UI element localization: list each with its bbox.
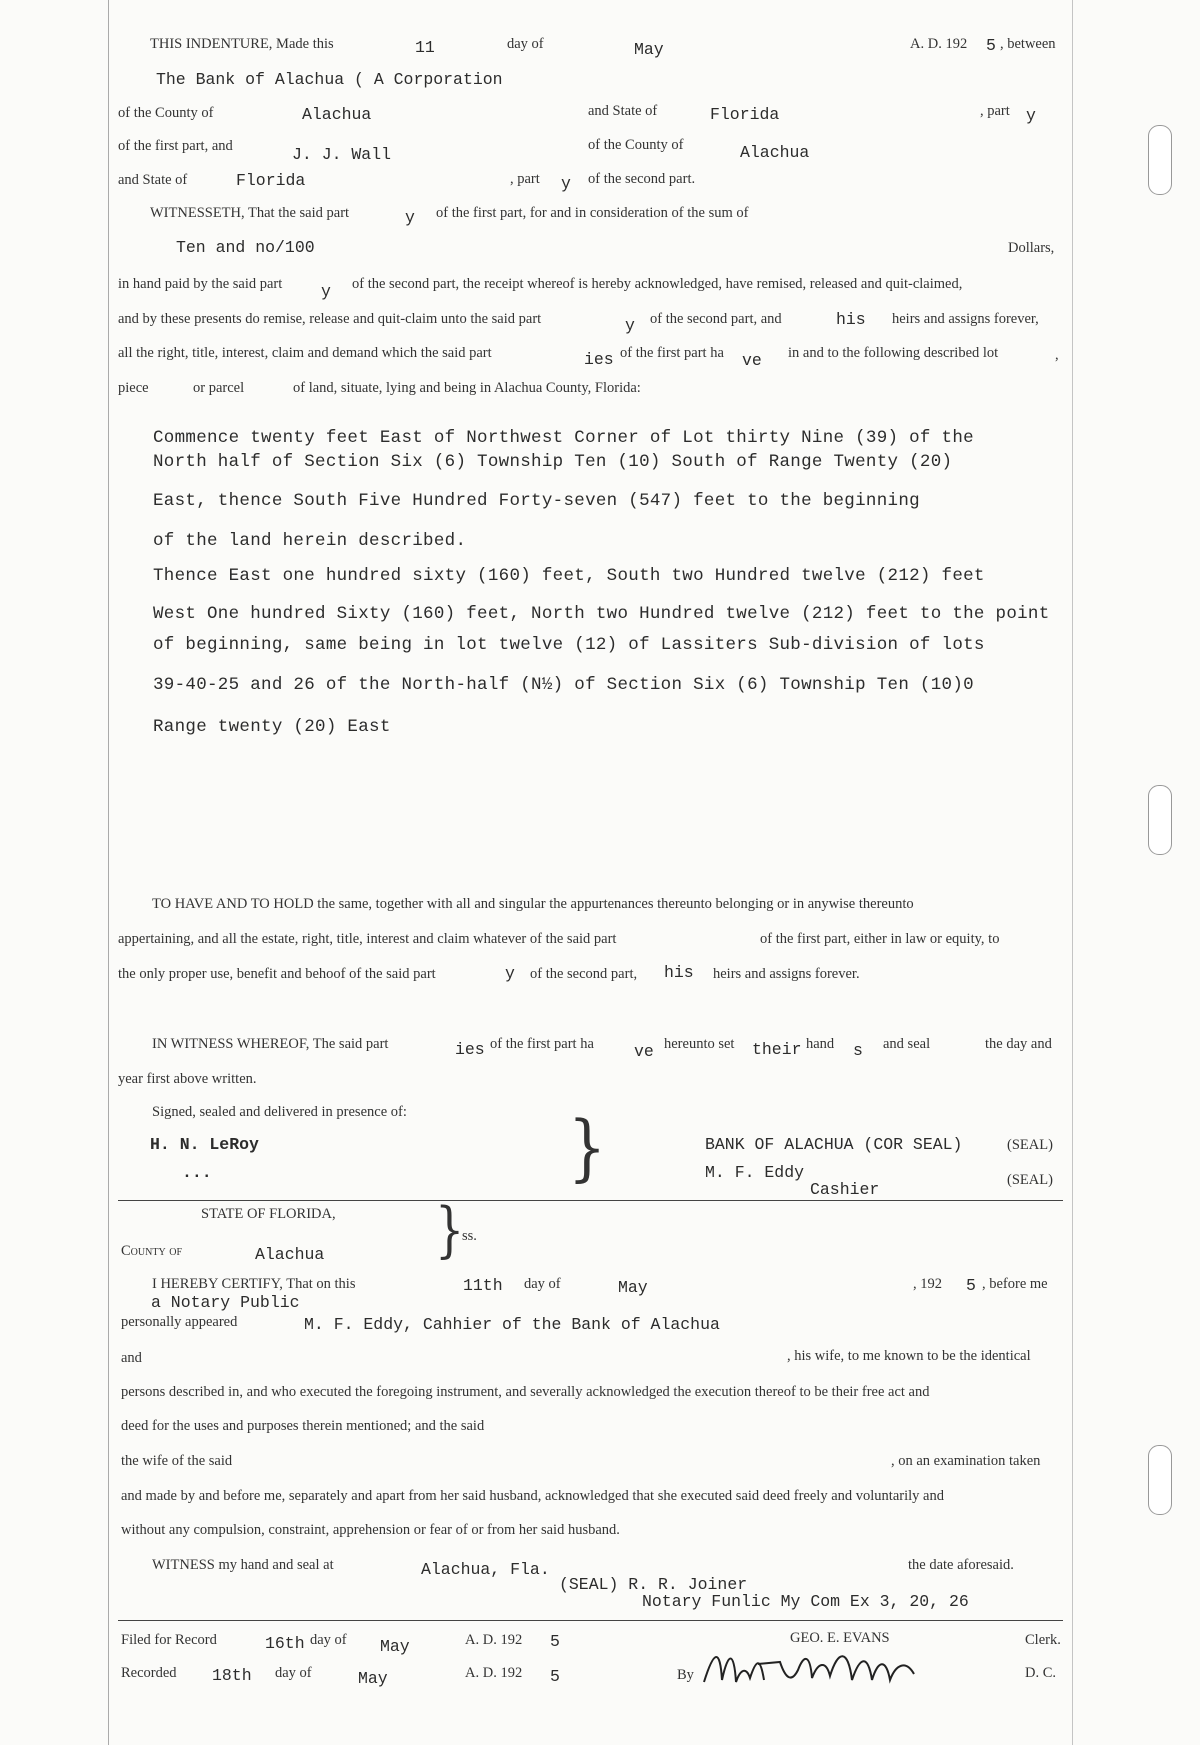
recorded-label: Recorded (121, 1665, 177, 1681)
witnesseth-text: WITNESSETH, That the said part (150, 205, 350, 221)
indenture-label: THIS INDENTURE, Made this (150, 36, 334, 52)
officer-signature: M. F. Eddy (705, 1163, 805, 1182)
witness-their: their (752, 1040, 802, 1059)
dc-label: D. C. (1025, 1665, 1057, 1681)
party-label: , part (980, 103, 1010, 119)
ack-day-of: day of (524, 1276, 561, 1292)
recorded-year: 5 (550, 1667, 560, 1686)
habendum-line-1: TO HAVE AND TO HOLD the same, together with all and singular the appurtenances thereunto belonging or in anywise thereunto (152, 896, 914, 912)
witnesseth-y: y (405, 208, 415, 227)
exam-text: , on an examination taken (891, 1453, 1041, 1469)
ack-day: 11th (463, 1276, 503, 1295)
left-margin-line (108, 0, 109, 1745)
right-margin-line (1072, 0, 1073, 1745)
seal-label-2: (SEAL) (1007, 1172, 1053, 1188)
habendum-line-2a: appertaining, and all the estate, right, title, interest and claim whatever of the said part (118, 931, 617, 947)
party-y-1: y (1026, 106, 1036, 125)
signed-sealed-label: Signed, sealed and delivered in presence of: (152, 1104, 407, 1120)
second-part-label: of the second part. (588, 171, 696, 187)
presents-y: y (625, 316, 635, 335)
witness-ve: ve (634, 1042, 654, 1061)
party-y-2: y (561, 174, 571, 193)
binder-hole-3 (1148, 1445, 1172, 1515)
recorded-ad: A. D. 192 (465, 1665, 523, 1681)
indenture-day-of: day of (507, 36, 544, 52)
indenture-month: May (634, 40, 664, 59)
persons-text: persons described in, and who executed the foregoing instrument, and severally acknowledged the execution thereof to be their free act and (121, 1384, 930, 1400)
witness-hand-text: WITNESS my hand and seal at (152, 1557, 334, 1573)
witness-s: s (853, 1041, 863, 1060)
grantee-state: Florida (236, 171, 306, 190)
seal-label-1: (SEAL) (1007, 1137, 1053, 1153)
right-text-a: all the right, title, interest, claim and demand which the said part (118, 345, 492, 361)
ss-label: ss. (462, 1228, 477, 1244)
ack-year-label: , 192 (913, 1276, 942, 1292)
habendum-line-3c: heirs and assigns forever. (713, 966, 860, 982)
filed-year: 5 (550, 1632, 560, 1651)
ack-year: 5 (966, 1276, 976, 1295)
clerk-name: GEO. E. EVANS (790, 1630, 890, 1646)
description-line: Thence East one hundred sixty (160) feet, South two Hundred twelve (212) feet (153, 566, 985, 586)
dollars-label: Dollars, (1008, 240, 1055, 256)
presents-his: his (836, 310, 866, 329)
witness-day: the day and (985, 1036, 1052, 1052)
party2-label: , part (510, 171, 540, 187)
recorded-day: 18th (212, 1666, 252, 1685)
filed-ad: A. D. 192 (465, 1632, 523, 1648)
section-divider-2 (118, 1620, 1063, 1621)
habendum-line-2b: of the first part, either in law or equity, to (760, 931, 1000, 947)
paid-text-b: of the second part, the receipt whereof is hereby acknowledged, have remised, released and quit-claimed, (352, 276, 963, 292)
certify-text: I HEREBY CERTIFY, That on this (152, 1276, 356, 1292)
description-line: 39-40-25 and 26 of the North-half (N½) of Section Six (6) Township Ten (10)0 (153, 675, 974, 695)
filed-day-of: day of (310, 1632, 347, 1648)
and-label: and (121, 1350, 142, 1366)
or-parcel-label: or parcel (193, 380, 245, 396)
right-ve: ve (742, 351, 762, 370)
piece-label: piece (118, 380, 149, 396)
paid-y: y (321, 282, 331, 301)
description-line: Range twenty (20) East (153, 717, 391, 737)
clerk-label: Clerk. (1025, 1632, 1061, 1648)
ack-month: May (618, 1278, 648, 1297)
binder-hole-1 (1148, 125, 1172, 195)
notary-officer: a Notary Public (151, 1293, 300, 1312)
presents-text-c: heirs and assigns forever, (892, 311, 1039, 327)
indenture-day: 11 (415, 38, 435, 57)
witness-seal: and seal (883, 1036, 931, 1052)
county-brace: } (435, 1193, 465, 1265)
county-label: County of (121, 1243, 183, 1259)
habendum-his: his (664, 963, 694, 982)
before-me: , before me (982, 1276, 1048, 1292)
section-divider-1 (118, 1200, 1063, 1201)
without-text: without any compulsion, constraint, apprehension or fear of or from her said husband. (121, 1522, 620, 1538)
witness-line-1a: IN WITNESS WHEREOF, The said part (152, 1036, 389, 1052)
filed-month: May (380, 1637, 410, 1656)
first-part-label: of the first part, and (118, 138, 233, 154)
filed-day: 16th (265, 1634, 305, 1653)
state-heading: STATE OF FLORIDA, (201, 1206, 336, 1222)
signature-brace: } (568, 1106, 607, 1190)
state-of-label: and State of (588, 103, 658, 119)
grantee-county-label: of the County of (588, 137, 684, 153)
made-by-text: and made by and before me, separately and apart from her said husband, acknowledged that she executed said deed freely and voluntarily and (121, 1488, 944, 1504)
ack-county: Alachua (255, 1245, 325, 1264)
description-line: of beginning, same being in lot twelve (12) of Lassiters Sub-division of lots (153, 635, 985, 655)
filed-label: Filed for Record (121, 1632, 217, 1648)
grantee-county: Alachua (740, 143, 810, 162)
description-line: North half of Section Six (6) Township Ten (10) South of Range Twenty (20) (153, 452, 953, 472)
habendum-y: y (505, 964, 515, 983)
grantor-signature: BANK OF ALACHUA (COR SEAL) (705, 1135, 963, 1154)
his-wife-text: , his wife, to me known to be the identical (787, 1348, 1031, 1364)
grantee-name: J. J. Wall (292, 145, 392, 164)
right-ies: ies (584, 350, 614, 369)
county-of-label: of the County of (118, 105, 214, 121)
grantor-state: Florida (710, 105, 780, 124)
personally-label: personally appeared (121, 1314, 238, 1330)
consideration-sum: Ten and no/100 (176, 238, 315, 257)
witness-line-1b: of the first part ha (490, 1036, 594, 1052)
land-text: of land, situate, lying and being in Alachua County, Florida: (293, 380, 641, 396)
right-text-c: in and to the following described lot (788, 345, 999, 361)
right-comma: , (1055, 347, 1059, 363)
indenture-year: 5 (986, 36, 996, 55)
grantor-county: Alachua (302, 105, 372, 124)
deed-text: deed for the uses and purposes therein mentioned; and the said (121, 1418, 485, 1434)
deputy-clerk-signature (700, 1640, 930, 1696)
witness-signature-1: H. N. LeRoy (150, 1135, 259, 1154)
indenture-ad: A. D. 192 (910, 36, 968, 52)
and-state-label: and State of (118, 172, 188, 188)
date-aforesaid: the date aforesaid. (908, 1557, 1014, 1573)
description-line: Commence twenty feet East of Northwest Corner of Lot thirty Nine (39) of the (153, 428, 974, 448)
binder-hole-2 (1148, 785, 1172, 855)
by-label: By (677, 1667, 694, 1683)
ack-place: Alachua, Fla. (421, 1560, 550, 1579)
description-line: West One hundred Sixty (160) feet, North two Hundred twelve (212) feet to the point (153, 604, 1050, 624)
right-text-b: of the first part ha (620, 345, 724, 361)
witness-line-2: year first above written. (118, 1071, 257, 1087)
witnesseth-rest: of the first part, for and in consideration of the sum of (436, 205, 749, 221)
wife-of-text: the wife of the said (121, 1453, 233, 1469)
recorded-day-of: day of (275, 1665, 312, 1681)
witness-signature-2: ... (182, 1163, 212, 1182)
notary-signature: (SEAL) R. R. Joiner (559, 1575, 748, 1594)
presents-text-b: of the second part, and (650, 311, 782, 327)
witness-ies: ies (455, 1040, 485, 1059)
appeared-name: M. F. Eddy, Cahhier of the Bank of Alachua (304, 1315, 720, 1334)
paid-text-a: in hand paid by the said part (118, 276, 283, 292)
recorded-month: May (358, 1669, 388, 1688)
presents-text-a: and by these presents do remise, release and quit-claim unto the said part (118, 311, 542, 327)
witness-line-1c: hereunto set (664, 1036, 735, 1052)
notary-title: Notary Funlic My Com Ex 3, 20, 26 (642, 1592, 969, 1611)
witness-hand: hand (806, 1036, 835, 1052)
description-line: East, thence South Five Hundred Forty-seven (547) feet to the beginning (153, 491, 920, 511)
habendum-line-3a: the only proper use, benefit and behoof of the said part (118, 966, 436, 982)
grantor-name: The Bank of Alachua ( A Corporation (156, 70, 503, 89)
indenture-between: , between (1000, 36, 1056, 52)
description-line: of the land herein described. (153, 531, 467, 551)
habendum-line-3b: of the second part, (530, 966, 638, 982)
officer-title: Cashier (810, 1180, 880, 1199)
